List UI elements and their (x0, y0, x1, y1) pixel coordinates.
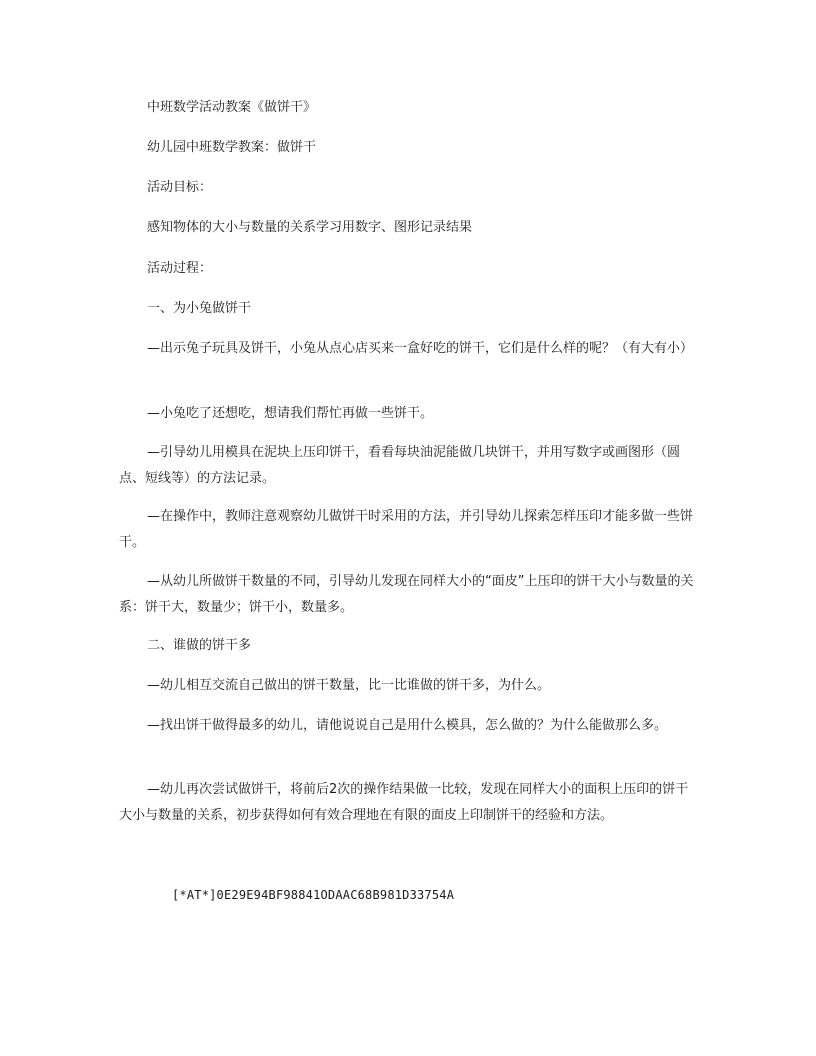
step-heading-2: 二、谁做的饼干多 (147, 638, 252, 653)
section-heading-process: 活动过程： (147, 261, 213, 276)
document-subtitle: 幼儿园中班数学教案：做饼干 (147, 140, 317, 155)
paragraph-step-2c: —幼儿再次尝试做饼干，将前后2次的操作结果做一比较，发现在同样大小的面积上压印的饼干大小与数量的关系，初步获得如何有效合理地在有限的面皮上印制饼干的经验和方法。 (119, 782, 689, 823)
goals-text: 感知物体的大小与数量的关系学习用数字、图形记录结果 (147, 220, 473, 235)
document-footer-code: [*AT*]0E29E94BF98841ODAAC68B981D33754A (172, 888, 455, 902)
paragraph-step-1b: —小兔吃了还想吃，想请我们帮忙再做一些饼干。 (147, 406, 434, 421)
paragraph-step-2a: —幼儿相互交流自己做出的饼干数量，比一比谁做的饼干多，为什么。 (147, 678, 551, 693)
paragraph-step-2b: —找出饼干做得最多的幼儿，请他说说自己是用什么模具，怎么做的？为什么能做那么多。 (147, 718, 668, 733)
document-title: 中班数学活动教案《做饼干》 (147, 100, 317, 115)
paragraph-step-1a: —出示兔子玩具及饼干，小兔从点心店买来一盒好吃的饼干，它们是什么样的呢？（有大有小） (147, 341, 694, 356)
paragraph-step-1e: —从幼儿所做饼干数量的不同，引导幼儿发现在同样大小的“面皮”上压印的饼干大小与数量的关系：饼干大，数量少；饼干小，数量多。 (119, 574, 694, 615)
paragraph-step-1c: —引导幼儿用模具在泥块上压印饼干，看看每块油泥能做几块饼干，并用写数字或画图形（圆点、短线等）的方法记录。 (119, 445, 681, 486)
section-heading-goals: 活动目标： (147, 180, 213, 195)
step-heading-1: 一、为小兔做饼干 (147, 301, 252, 316)
paragraph-step-1d: —在操作中，教师注意观察幼儿做饼干时采用的方法，并引导幼儿探索怎样压印才能多做一些饼干。 (119, 509, 694, 550)
